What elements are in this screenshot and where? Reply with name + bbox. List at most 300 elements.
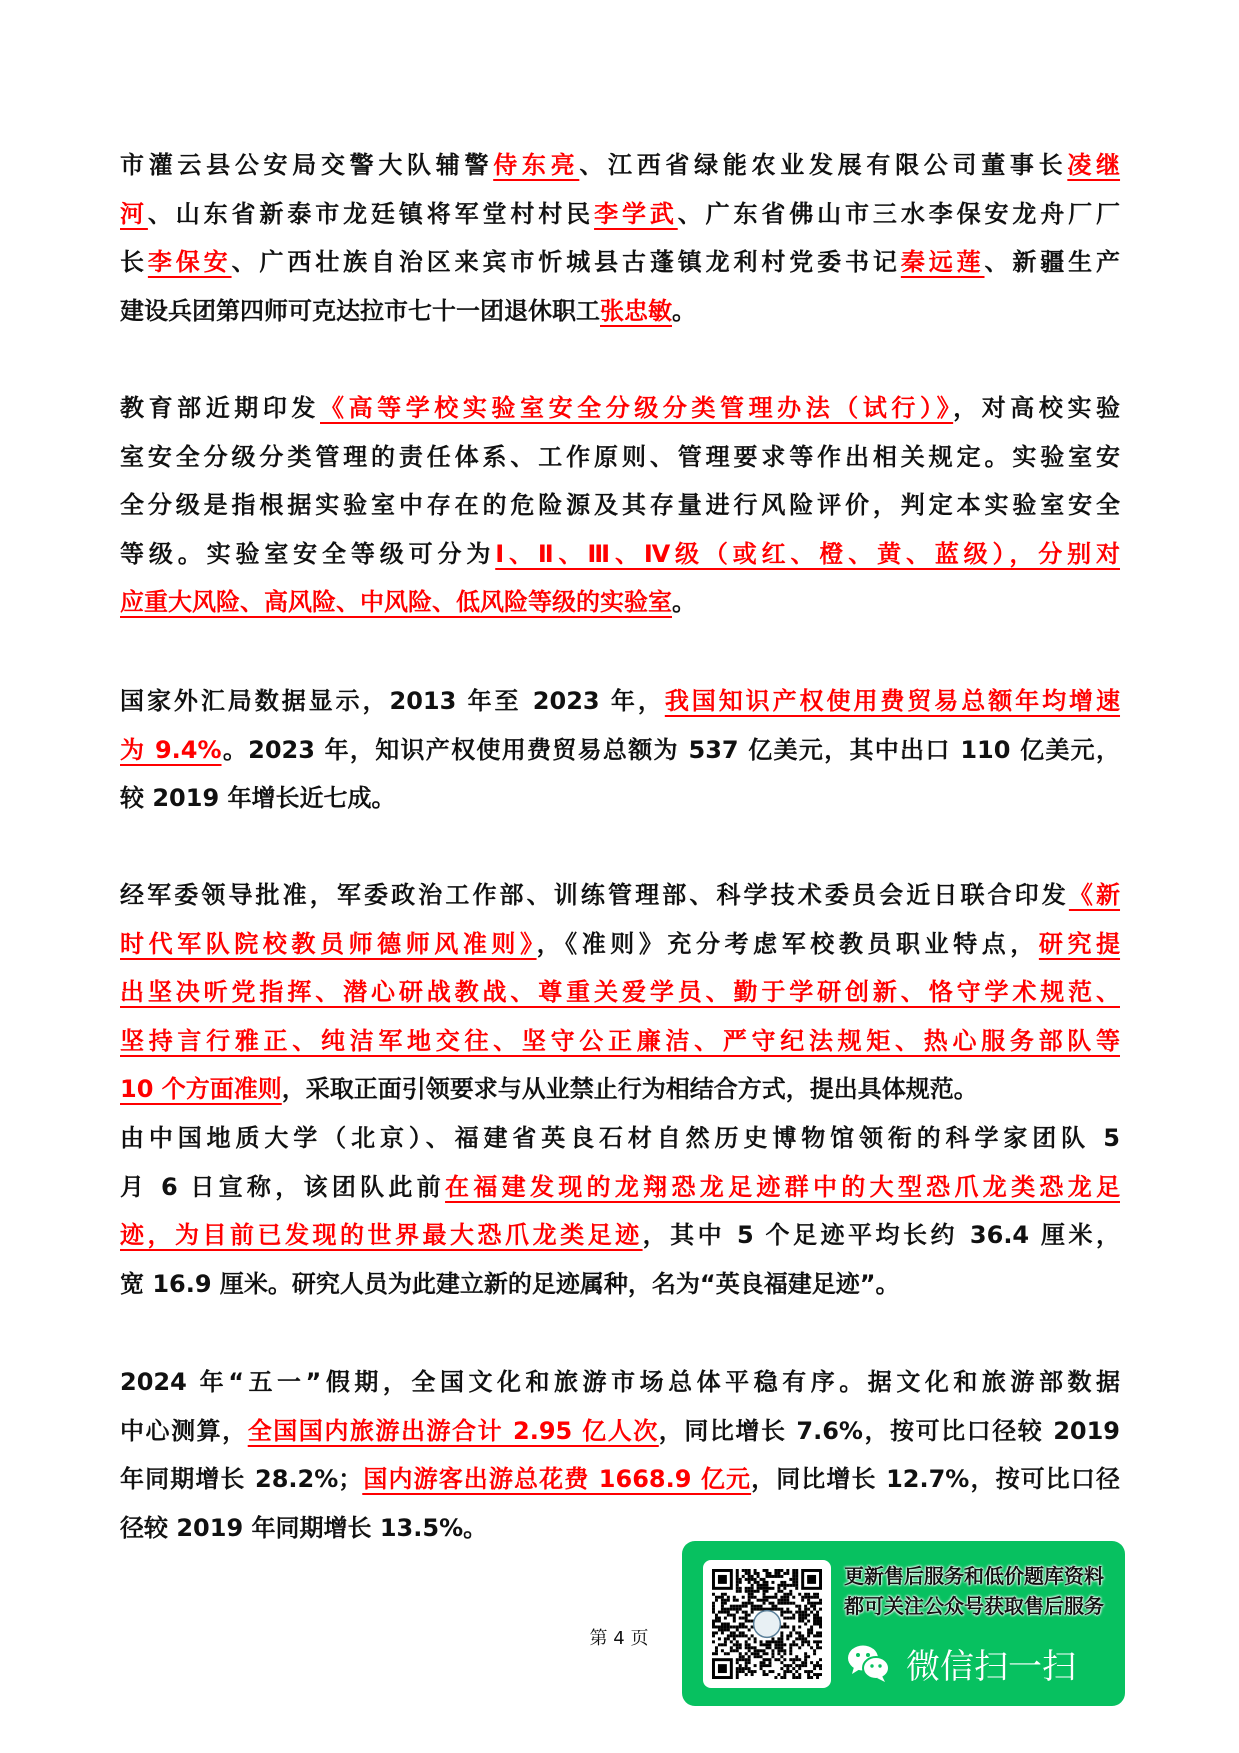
body-text: 室安全分级分类管理的责任体系、工作原则、管理要求等作出相关规定。实验室安 — [120, 442, 1120, 471]
qr-module — [766, 1587, 769, 1590]
qr-module — [748, 1614, 751, 1617]
qr-module — [733, 1617, 736, 1620]
qr-code[interactable] — [703, 1560, 831, 1688]
qr-module — [727, 1628, 730, 1631]
qr-module — [768, 1670, 771, 1673]
qr-module — [748, 1667, 751, 1670]
qr-module — [757, 1572, 760, 1575]
qr-module — [727, 1625, 730, 1628]
qr-module — [733, 1634, 736, 1637]
qr-module — [804, 1655, 807, 1658]
paragraph-may-day-tourism — [120, 1358, 1120, 1552]
qr-module — [730, 1605, 733, 1608]
qr-module — [739, 1652, 742, 1655]
qr-module — [777, 1646, 780, 1649]
qr-module — [798, 1614, 801, 1617]
qr-module — [801, 1620, 804, 1623]
qr-module — [712, 1593, 715, 1596]
qr-module — [754, 1581, 757, 1584]
body-text: 、新疆生产 — [984, 248, 1121, 277]
qr-module — [801, 1634, 804, 1637]
qr-module — [816, 1596, 819, 1599]
qr-module — [813, 1652, 816, 1655]
qr-module — [771, 1637, 774, 1640]
qr-module — [771, 1602, 774, 1605]
qr-module — [760, 1649, 763, 1652]
qr-module — [807, 1643, 810, 1646]
qr-module — [774, 1593, 777, 1596]
qr-module — [792, 1640, 795, 1643]
qr-module — [819, 1640, 822, 1643]
qr-module — [739, 1605, 742, 1608]
qr-module — [786, 1664, 789, 1667]
qr-module — [748, 1599, 751, 1602]
page-number: 第 4 页 — [589, 1628, 649, 1649]
qr-module — [777, 1584, 780, 1587]
qr-module — [763, 1569, 766, 1572]
qr-module — [777, 1640, 780, 1643]
qr-module — [748, 1575, 751, 1578]
qr-module — [777, 1652, 780, 1655]
text-line — [120, 1211, 1120, 1260]
highlighted-text: 为 9.4% — [120, 735, 222, 764]
qr-module — [724, 1640, 727, 1643]
qr-module — [792, 1584, 795, 1587]
qr-module — [795, 1572, 798, 1575]
highlighted-text: Ⅰ、Ⅱ、Ⅲ、Ⅳ级（或红、橙、黄、蓝级），分别对 — [495, 539, 1120, 568]
body-text: ，同比增长 12.7%，按可比口径 — [751, 1465, 1120, 1494]
qr-module — [801, 1599, 804, 1602]
qr-module — [789, 1649, 792, 1652]
qr-module — [730, 1631, 733, 1634]
qr-module — [748, 1587, 751, 1590]
qr-module — [780, 1590, 783, 1593]
qr-module — [810, 1661, 813, 1664]
qr-module — [733, 1637, 736, 1640]
qr-module — [798, 1593, 801, 1596]
qr-module — [816, 1602, 819, 1605]
qr-module — [774, 1575, 777, 1578]
qr-module — [783, 1602, 786, 1605]
qr-module — [745, 1620, 748, 1623]
qr-module — [739, 1667, 742, 1670]
qr-module — [748, 1658, 751, 1661]
highlighted-text: 凌继 — [1067, 151, 1121, 179]
qr-module — [768, 1664, 771, 1667]
qr-module — [768, 1596, 771, 1599]
qr-module — [771, 1608, 774, 1611]
qr-module — [813, 1664, 816, 1667]
qr-module — [739, 1646, 742, 1649]
qr-module — [715, 1620, 718, 1623]
qr-module — [736, 1575, 739, 1578]
qr-module — [786, 1608, 789, 1611]
qr-module — [739, 1643, 742, 1646]
qr-module — [748, 1572, 751, 1575]
qr-module — [721, 1649, 724, 1652]
qr-module — [736, 1658, 739, 1661]
text-line — [120, 968, 1120, 1017]
qr-module — [783, 1649, 786, 1652]
qr-module — [786, 1637, 789, 1640]
qr-module — [745, 1617, 748, 1620]
qr-module — [801, 1617, 804, 1620]
qr-module — [792, 1581, 795, 1584]
text-line — [120, 384, 1120, 433]
qr-module — [801, 1614, 804, 1617]
qr-module — [774, 1572, 777, 1575]
qr-module — [766, 1640, 769, 1643]
qr-module — [748, 1655, 751, 1658]
qr-module — [757, 1575, 760, 1578]
qr-module — [801, 1611, 804, 1614]
qr-module — [768, 1643, 771, 1646]
qr-module — [798, 1667, 801, 1670]
qr-module — [736, 1643, 739, 1646]
qr-module — [816, 1664, 819, 1667]
qr-logo — [754, 1611, 781, 1638]
qr-module — [792, 1661, 795, 1664]
qr-module — [757, 1587, 760, 1590]
qr-module — [807, 1599, 810, 1602]
body-text: 。 — [672, 296, 696, 325]
qr-module — [742, 1658, 745, 1661]
qr-module — [763, 1596, 766, 1599]
qr-module — [789, 1652, 792, 1655]
qr-module — [819, 1631, 822, 1634]
body-text: 、广西壮族自治区来宾市忻城县古蓬镇龙利村党委书记 — [231, 248, 901, 277]
qr-module — [712, 1605, 715, 1608]
body-text: 市灌云县公安局交警大队辅警 — [120, 151, 494, 179]
qr-module — [813, 1667, 816, 1670]
qr-module — [712, 1611, 715, 1614]
qr-module — [780, 1634, 783, 1637]
qr-module — [730, 1625, 733, 1628]
qr-module — [807, 1628, 810, 1631]
qr-module — [745, 1658, 748, 1661]
qr-module — [766, 1596, 769, 1599]
qr-module — [724, 1611, 727, 1614]
qr-module — [736, 1578, 739, 1581]
qr-module — [786, 1667, 789, 1670]
highlighted-text: 迹，为目前已发现的世界最大恐爪龙类足迹 — [120, 1221, 643, 1250]
qr-module — [780, 1599, 783, 1602]
qr-module — [718, 1625, 721, 1628]
qr-module — [745, 1569, 748, 1572]
qr-module — [777, 1658, 780, 1661]
qr-module — [804, 1614, 807, 1617]
qr-module — [789, 1617, 792, 1620]
qr-module — [757, 1608, 760, 1611]
qr-module — [736, 1584, 739, 1587]
qr-module — [819, 1623, 822, 1626]
qr-module — [742, 1596, 745, 1599]
qr-module — [786, 1596, 789, 1599]
qr-module — [745, 1590, 748, 1593]
qr-module — [748, 1596, 751, 1599]
qr-module — [771, 1596, 774, 1599]
qr-module — [789, 1590, 792, 1593]
qr-module — [804, 1661, 807, 1664]
qr-module — [798, 1620, 801, 1623]
qr-module — [792, 1569, 795, 1572]
qr-module — [745, 1640, 748, 1643]
qr-module — [792, 1628, 795, 1631]
body-text: 年同期增长 28.2%； — [120, 1465, 363, 1494]
qr-module — [745, 1634, 748, 1637]
body-text: 建设兵团第四师可克达拉市七十一团退休职工 — [120, 296, 600, 325]
qr-module — [807, 1593, 810, 1596]
qr-module — [763, 1587, 766, 1590]
qr-module — [804, 1652, 807, 1655]
qr-module — [715, 1631, 718, 1634]
qr-module — [751, 1673, 754, 1676]
qr-module — [816, 1620, 819, 1623]
body-text: 全分级是指根据实验室中存在的危险源及其存量进行风险评价，判定本实验室安全 — [120, 491, 1120, 520]
qr-module — [780, 1661, 783, 1664]
qr-module — [763, 1670, 766, 1673]
highlighted-text: 河 — [120, 199, 148, 228]
qr-module — [721, 1608, 724, 1611]
qr-module — [742, 1617, 745, 1620]
qr-module — [771, 1581, 774, 1584]
qr-module — [780, 1569, 783, 1572]
qr-module — [813, 1634, 816, 1637]
text-line — [120, 1455, 1120, 1504]
qr-module — [727, 1634, 730, 1637]
body-text: 长 — [120, 248, 148, 277]
qr-module — [766, 1590, 769, 1593]
paragraph-lab-safety — [120, 384, 1120, 627]
qr-module — [754, 1664, 757, 1667]
qr-module — [777, 1599, 780, 1602]
qr-module — [754, 1655, 757, 1658]
qr-module — [783, 1584, 786, 1587]
qr-module — [810, 1611, 813, 1614]
body-text: 国家外汇局数据显示，2013 年至 2023 年， — [120, 687, 665, 715]
body-text: 教育部近期印发 — [120, 394, 320, 422]
qr-module — [739, 1655, 742, 1658]
qr-module — [721, 1611, 724, 1614]
qr-module — [724, 1652, 727, 1655]
qr-module — [718, 1575, 727, 1584]
qr-module — [742, 1605, 745, 1608]
qr-module — [804, 1596, 807, 1599]
qr-module — [813, 1608, 816, 1611]
qr-module — [736, 1569, 739, 1572]
qr-module — [727, 1637, 730, 1640]
qr-module — [816, 1593, 819, 1596]
qr-module — [751, 1596, 754, 1599]
text-line — [120, 774, 1120, 823]
qr-module — [724, 1608, 727, 1611]
qr-module — [792, 1617, 795, 1620]
qr-module — [748, 1620, 751, 1623]
qr-module — [780, 1655, 783, 1658]
qr-module — [768, 1640, 771, 1643]
qr-module — [763, 1602, 766, 1605]
qr-module — [712, 1625, 715, 1628]
qr-module — [727, 1614, 730, 1617]
qr-module — [786, 1602, 789, 1605]
qr-module — [754, 1572, 757, 1575]
qr-module — [789, 1593, 792, 1596]
qr-module — [783, 1611, 786, 1614]
qr-module — [816, 1661, 819, 1664]
text-line — [120, 530, 1120, 579]
qr-module — [739, 1581, 742, 1584]
qr-module — [807, 1596, 810, 1599]
qr-module — [807, 1608, 810, 1611]
qr-module — [774, 1605, 777, 1608]
body-text: 。 — [672, 588, 696, 617]
qr-module — [810, 1625, 813, 1628]
qr-module — [721, 1602, 724, 1605]
promo-line-2: 都可关注公众号获取售后服务 — [844, 1594, 1104, 1618]
qr-module — [763, 1664, 766, 1667]
qr-module — [777, 1572, 780, 1575]
qr-module — [718, 1596, 721, 1599]
qr-module — [751, 1584, 754, 1587]
wechat-promo-banner[interactable] — [682, 1541, 1125, 1706]
qr-module — [780, 1643, 783, 1646]
qr-module — [745, 1664, 748, 1667]
qr-module — [798, 1646, 801, 1649]
qr-module — [733, 1608, 736, 1611]
highlighted-text: 应重大风险、高风险、中风险、低风险等级的实验室 — [120, 588, 672, 617]
qr-module — [816, 1617, 819, 1620]
qr-module — [718, 1628, 721, 1631]
qr-module — [724, 1617, 727, 1620]
qr-module — [798, 1664, 801, 1667]
qr-module — [780, 1596, 783, 1599]
qr-module — [751, 1605, 754, 1608]
qr-module — [816, 1614, 819, 1617]
qr-module — [816, 1611, 819, 1614]
qr-module — [742, 1631, 745, 1634]
qr-module — [819, 1658, 822, 1661]
qr-module — [810, 1602, 813, 1605]
qr-module — [771, 1652, 774, 1655]
qr-module — [813, 1623, 816, 1626]
qr-module — [718, 1637, 721, 1640]
qr-module — [780, 1646, 783, 1649]
qr-module — [798, 1611, 801, 1614]
body-text: ，采取正面引领要求与从业禁止行为相结合方式，提出具体规范。 — [281, 1075, 978, 1104]
qr-module — [798, 1631, 801, 1634]
qr-module — [768, 1575, 771, 1578]
qr-module — [795, 1569, 798, 1572]
qr-module — [766, 1643, 769, 1646]
qr-module — [754, 1637, 757, 1640]
qr-module — [777, 1602, 780, 1605]
qr-module — [792, 1575, 795, 1578]
qr-module — [736, 1587, 739, 1590]
qr-module — [754, 1646, 757, 1649]
qr-module — [789, 1664, 792, 1667]
qr-module — [804, 1605, 807, 1608]
qr-module — [807, 1620, 810, 1623]
qr-module — [795, 1605, 798, 1608]
qr-module — [751, 1634, 754, 1637]
qr-module — [736, 1661, 739, 1664]
qr-module — [777, 1673, 780, 1676]
qr-module — [816, 1640, 819, 1643]
qr-module — [736, 1640, 739, 1643]
qr-module — [810, 1631, 813, 1634]
qr-module — [819, 1602, 822, 1605]
qr-module — [751, 1590, 754, 1593]
highlighted-text: 在福建发现的龙翔恐龙足迹群中的大型恐爪龙类恐龙足 — [445, 1172, 1120, 1201]
qr-module — [783, 1617, 786, 1620]
qr-module — [715, 1646, 718, 1649]
qr-module — [733, 1631, 736, 1634]
qr-module — [712, 1620, 715, 1623]
qr-module — [757, 1649, 760, 1652]
qr-module — [768, 1646, 771, 1649]
qr-module — [771, 1655, 774, 1658]
highlighted-text: 秦远莲 — [900, 248, 985, 277]
qr-module — [745, 1572, 748, 1575]
qr-module — [801, 1596, 804, 1599]
qr-module — [795, 1578, 798, 1581]
highlighted-text: 10 个方面准则 — [120, 1075, 282, 1104]
qr-module — [724, 1599, 727, 1602]
highlighted-text: 李保安 — [147, 248, 232, 277]
qr-module — [721, 1593, 724, 1596]
qr-module — [736, 1628, 739, 1631]
qr-module — [742, 1634, 745, 1637]
qr-module — [757, 1581, 760, 1584]
qr-module — [745, 1661, 748, 1664]
qr-module — [745, 1578, 748, 1581]
text-line — [120, 1017, 1120, 1066]
qr-module — [763, 1643, 766, 1646]
qr-module — [792, 1667, 795, 1670]
qr-module — [757, 1599, 760, 1602]
qr-module — [751, 1578, 754, 1581]
highlighted-text: 时代军队院校教员师德师风准则》 — [120, 929, 537, 958]
qr-module — [816, 1673, 819, 1676]
qr-module — [736, 1599, 739, 1602]
body-text: ，《准则》充分考虑军校教员职业特点， — [536, 929, 1039, 958]
qr-module — [760, 1605, 763, 1608]
qr-module — [816, 1631, 819, 1634]
qr-module — [768, 1602, 771, 1605]
qr-module — [712, 1631, 715, 1634]
qr-module — [789, 1611, 792, 1614]
paragraph-award-recipients — [120, 141, 1120, 335]
qr-module — [789, 1658, 792, 1661]
qr-module — [783, 1670, 786, 1673]
qr-module — [763, 1658, 766, 1661]
qr-module — [777, 1637, 780, 1640]
qr-module — [766, 1575, 769, 1578]
text-line — [120, 1114, 1120, 1163]
qr-module — [807, 1634, 810, 1637]
qr-module — [792, 1673, 795, 1676]
qr-module — [748, 1569, 751, 1572]
highlighted-text: 国内游客出游总花费 1668.9 亿元 — [362, 1465, 752, 1494]
qr-module — [777, 1608, 780, 1611]
qr-module — [819, 1608, 822, 1611]
qr-module — [742, 1569, 745, 1572]
qr-module — [727, 1611, 730, 1614]
qr-module — [816, 1646, 819, 1649]
qr-module — [795, 1575, 798, 1578]
highlighted-text: 《高等学校实验室安全分级分类管理办法（试行）》 — [320, 394, 954, 422]
qr-module — [804, 1617, 807, 1620]
